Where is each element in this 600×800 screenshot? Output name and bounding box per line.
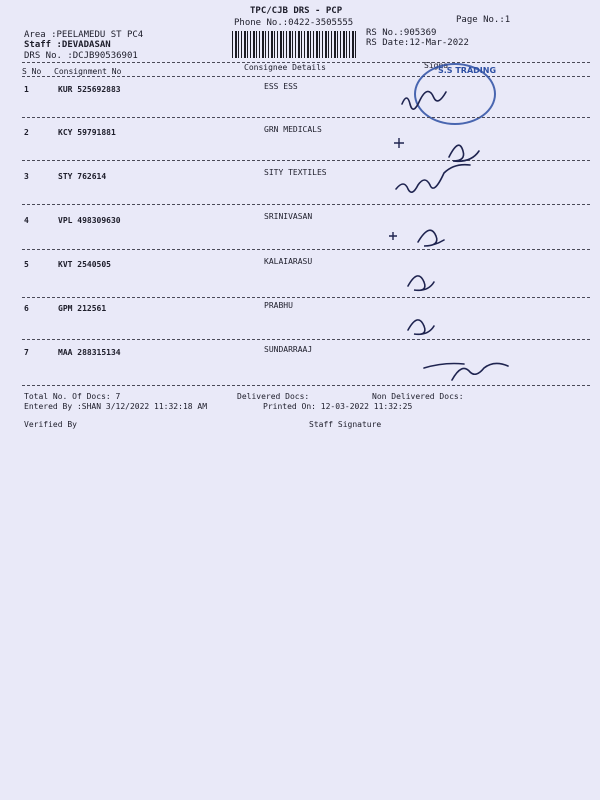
entered-by: Entered By :SHAN 3/12/2022 11:32:18 AM xyxy=(24,402,208,411)
row-4-sno: 4 xyxy=(24,216,29,225)
rs-date: RS Date:12-Mar-2022 xyxy=(366,38,469,48)
row-3-sno: 3 xyxy=(24,172,29,181)
page-number: Page No.:1 xyxy=(456,15,511,25)
phone-number: Phone No.:0422-3505555 xyxy=(234,18,354,28)
row-4-consignee: SRINIVASAN xyxy=(264,212,313,221)
row-4-consignment: VPL 498309630 xyxy=(58,216,121,225)
col-consignee-header: Consignee Details xyxy=(244,63,326,72)
row-7-sno: 7 xyxy=(24,348,29,357)
row-7-consignee: SUNDARRAAJ xyxy=(264,345,313,354)
row-5-sno: 5 xyxy=(24,260,29,269)
col-consignment-header: Consignment No xyxy=(54,67,122,76)
col-signature-header: Signa xyxy=(424,61,449,70)
verified-by: Verified By xyxy=(24,420,77,429)
row-7-consignment: MAA 288315134 xyxy=(58,348,121,357)
row-6-sno: 6 xyxy=(24,304,29,313)
row-2-consignment: KCY 59791881 xyxy=(58,128,116,137)
row-5-consignment: KVT 2540505 xyxy=(58,260,111,269)
row-3-consignment: STY 762614 xyxy=(58,172,107,181)
rs-number: RS No.:905369 xyxy=(366,28,437,38)
document-title: TPC/CJB DRS - PCP xyxy=(250,6,343,16)
row-1-consignee: ESS ESS xyxy=(264,82,298,91)
printed-on: Printed On: 12-03-2022 11:32:25 xyxy=(263,402,413,411)
area-label: Area :PEELAMEDU ST PC4 xyxy=(24,30,144,40)
row-2-sno: 2 xyxy=(24,128,29,137)
row-6-consignee: PRABHU xyxy=(264,301,293,310)
row-1-sno: 1 xyxy=(24,85,29,94)
row-5-consignee: KALAIARASU xyxy=(264,257,313,266)
row-1-consignment: KUR 525692883 xyxy=(58,85,121,94)
row-3-consignee: SITY TEXTILES xyxy=(264,168,327,177)
staff-signature: Staff Signature xyxy=(309,420,382,429)
total-docs: Total No. Of Docs: 7 xyxy=(24,392,121,401)
staff-label: Staff :DEVADASAN xyxy=(24,40,111,50)
row-6-consignment: GPM 212561 xyxy=(58,304,107,313)
delivered-docs: Delivered Docs: xyxy=(237,392,310,401)
row-2-consignee: GRN MEDICALS xyxy=(264,125,322,134)
non-delivered-docs: Non Delivered Docs: xyxy=(372,392,464,401)
stamp-text: S.S TRADING xyxy=(438,66,497,75)
drs-number: DRS No. :DCJB90536901 xyxy=(24,51,138,61)
col-sno-header: S No xyxy=(22,67,42,76)
